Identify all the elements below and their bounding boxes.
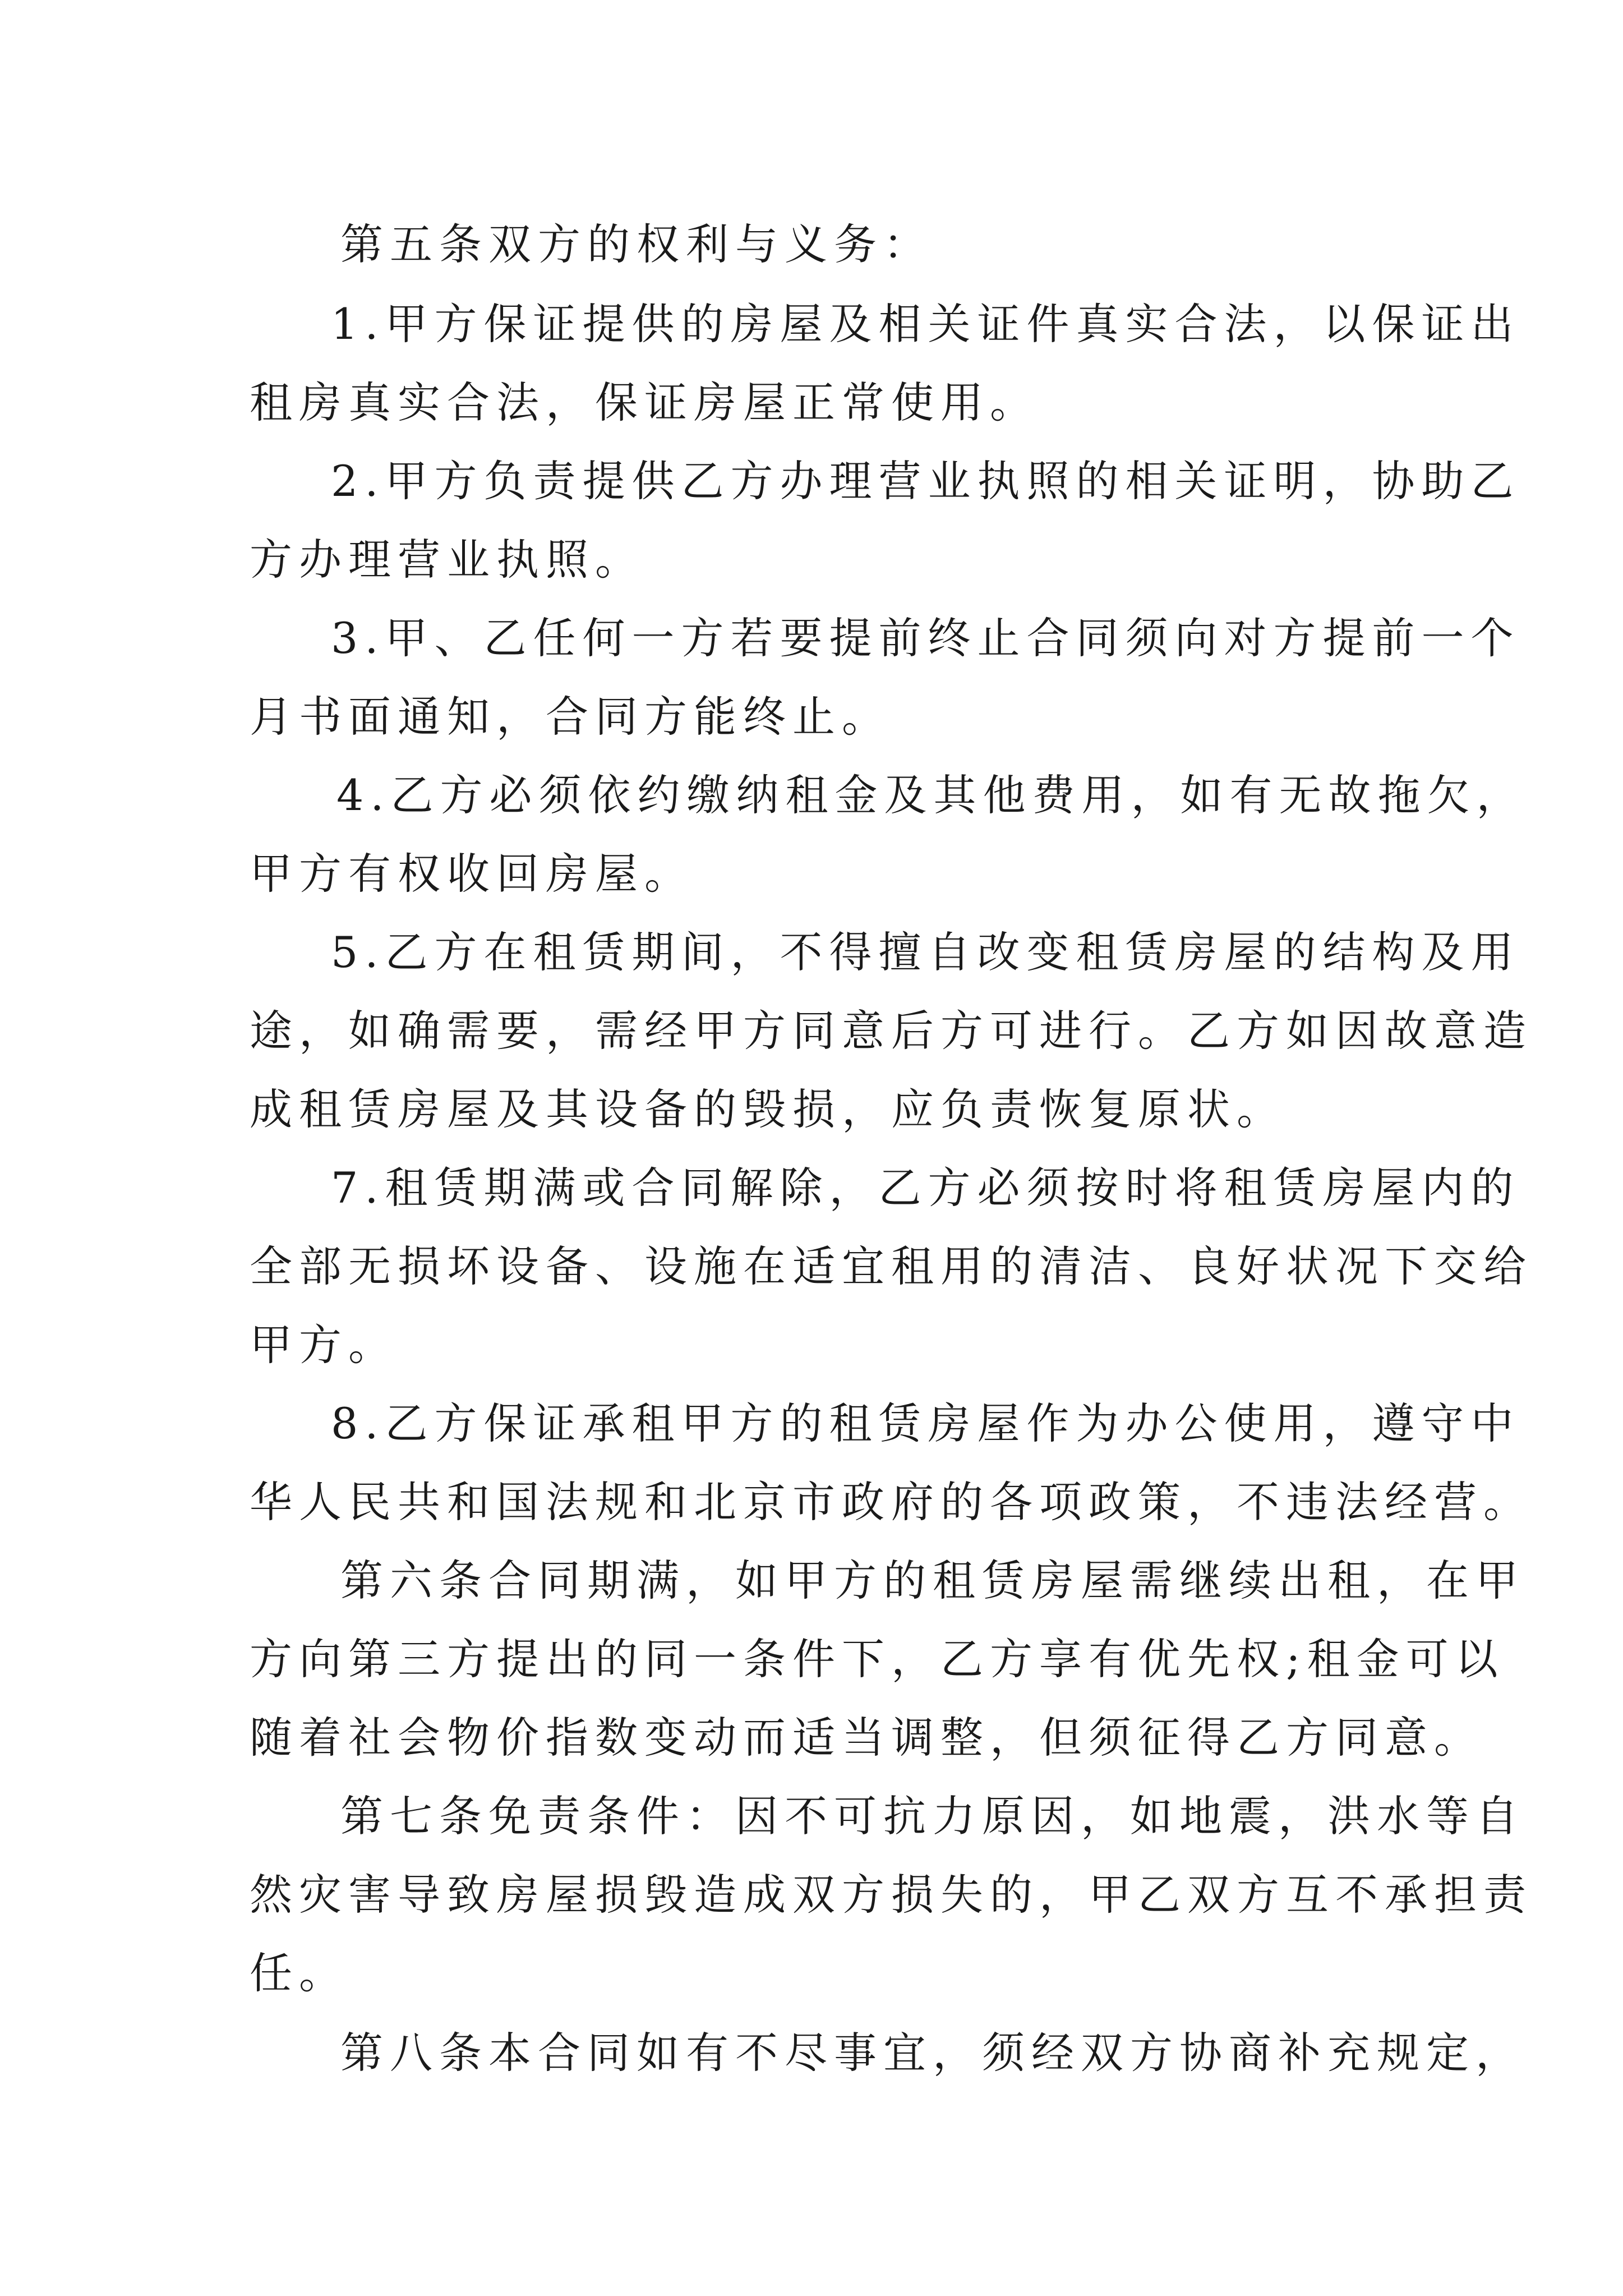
text-line: 甲方有权收回房屋。 xyxy=(250,849,694,899)
text-line: 华人民共和国法规和北京市政府的各项政策，不违法经营。 xyxy=(250,1477,1533,1527)
text-line: 第八条本合同如有不尽事宜，须经双方协商补充规定， xyxy=(340,2028,1525,2078)
text-line: 4.乙方必须依约缴纳租金及其他费用，如有无故拖欠， xyxy=(336,770,1526,820)
text-line: 1.甲方保证提供的房屋及相关证件真实合法，以保证出 xyxy=(331,299,1520,349)
text-line: 途，如确需要，需经甲方同意后方可进行。乙方如因故意造 xyxy=(250,1006,1533,1056)
text-line: 7.租赁期满或合同解除，乙方必须按时将租赁房屋内的 xyxy=(331,1163,1520,1213)
text-line: 方向第三方提出的同一条件下，乙方享有优先权;租金可以 xyxy=(250,1634,1505,1684)
text-line: 方办理营业执照。 xyxy=(250,535,644,585)
text-line: 第六条合同期满，如甲方的租赁房屋需继续出租，在甲 xyxy=(340,1556,1525,1605)
text-line: 成租赁房屋及其设备的毁损，应负责恢复原状。 xyxy=(250,1084,1286,1134)
text-line: 第五条双方的权利与义务： xyxy=(340,219,933,269)
text-line: 月书面通知，合同方能终止。 xyxy=(250,692,891,742)
text-line: 然灾害导致房屋损毁造成双方损失的，甲乙双方互不承担责 xyxy=(250,1870,1533,1920)
text-line: 第七条免责条件：因不可抗力原因，如地震，洪水等自 xyxy=(340,1791,1525,1841)
text-line: 2.甲方负责提供乙方办理营业执照的相关证明，协助乙 xyxy=(331,456,1520,506)
text-line: 3.甲、乙任何一方若要提前终止合同须向对方提前一个 xyxy=(331,613,1520,663)
text-line: 租房真实合法，保证房屋正常使用。 xyxy=(250,378,1039,427)
text-line: 甲方。 xyxy=(250,1320,398,1370)
text-line: 任。 xyxy=(250,1948,348,1998)
text-line: 8.乙方保证承租甲方的租赁房屋作为办公使用，遵守中 xyxy=(331,1398,1520,1448)
text-line: 全部无损坏设备、设施在适宜租用的清洁、良好状况下交给 xyxy=(250,1241,1533,1291)
text-line: 5.乙方在租赁期间，不得擅自改变租赁房屋的结构及用 xyxy=(331,927,1520,977)
text-line: 随着社会物价指数变动而适当调整，但须征得乙方同意。 xyxy=(250,1713,1483,1763)
